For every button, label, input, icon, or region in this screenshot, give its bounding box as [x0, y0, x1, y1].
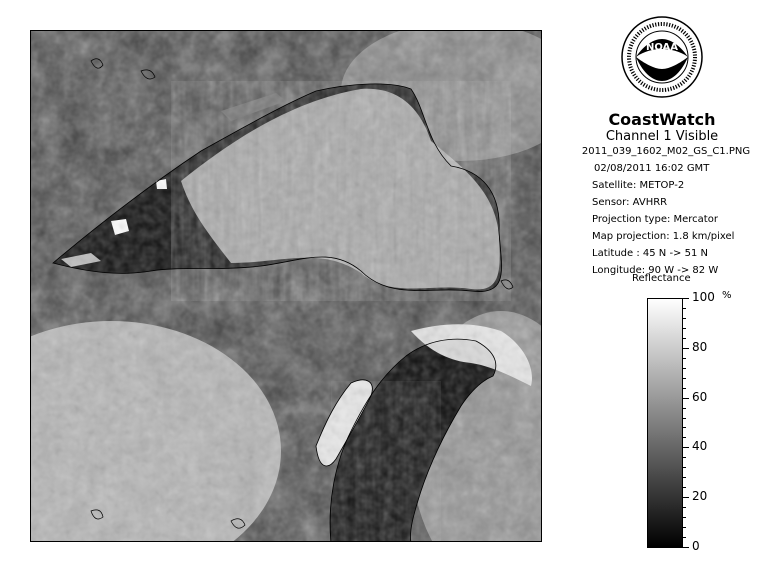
satellite-map-svg — [31, 31, 542, 542]
colorbar-major-tick — [683, 298, 689, 299]
colorbar-minor-tick — [683, 378, 686, 379]
colorbar-minor-tick — [683, 388, 686, 389]
colorbar-tick-label: 20 — [692, 489, 708, 504]
colorbar-minor-tick — [683, 517, 686, 518]
colorbar-minor-tick — [683, 427, 686, 428]
satellite-label: Satellite: METOP-2 — [592, 180, 685, 191]
colorbar-minor-tick — [683, 537, 686, 538]
colorbar-title: Reflectance — [632, 273, 691, 284]
colorbar-major-tick — [683, 447, 689, 448]
colorbar-unit: % — [722, 290, 732, 301]
sensor-label: Sensor: AVHRR — [592, 197, 668, 208]
longitude-label: Longitude: 90 W -> 82 W — [592, 265, 719, 276]
latitude-label: Latitude : 45 N -> 51 N — [592, 248, 708, 259]
colorbar-minor-tick — [683, 308, 686, 309]
channel-title: Channel 1 Visible — [605, 129, 719, 144]
app-title: CoastWatch — [608, 110, 716, 129]
colorbar-tick-label: 0 — [692, 539, 700, 553]
colorbar-major-tick — [683, 547, 689, 548]
colorbar-tick-label: 40 — [692, 439, 708, 454]
filename-label: 2011_039_1602_M02_GS_C1.PNG — [581, 146, 751, 157]
colorbar-minor-tick — [683, 467, 686, 468]
colorbar-minor-tick — [683, 318, 686, 319]
colorbar-minor-tick — [683, 487, 686, 488]
satellite-image — [30, 30, 542, 542]
colorbar-minor-tick — [683, 457, 686, 458]
colorbar-minor-tick — [683, 507, 686, 508]
image-grain — [31, 31, 542, 542]
colorbar-minor-tick — [683, 368, 686, 369]
colorbar-minor-tick — [683, 477, 686, 478]
map-projection-label: Map projection: 1.8 km/pixel — [592, 231, 735, 242]
colorbar-major-tick — [683, 348, 689, 349]
projection-type-label: Projection type: Mercator — [592, 214, 718, 225]
colorbar-minor-tick — [683, 437, 686, 438]
colorbar-minor-tick — [683, 527, 686, 528]
noaa-logo — [620, 15, 704, 103]
datetime-label: 02/08/2011 16:02 GMT — [594, 163, 710, 174]
logo-center-text: NOAA — [645, 42, 679, 53]
noaa-logo-svg — [620, 15, 704, 99]
colorbar-minor-tick — [683, 418, 686, 419]
colorbar-minor-tick — [683, 358, 686, 359]
colorbar-major-tick — [683, 497, 689, 498]
colorbar-tick-label: 100 — [692, 290, 715, 304]
colorbar-tick-label: 60 — [692, 389, 708, 404]
colorbar-tick-label: 80 — [692, 339, 708, 354]
colorbar-minor-tick — [683, 328, 686, 329]
colorbar-minor-tick — [683, 338, 686, 339]
reflectance-colorbar — [647, 298, 683, 548]
colorbar-minor-tick — [683, 408, 686, 409]
colorbar-major-tick — [683, 398, 689, 399]
